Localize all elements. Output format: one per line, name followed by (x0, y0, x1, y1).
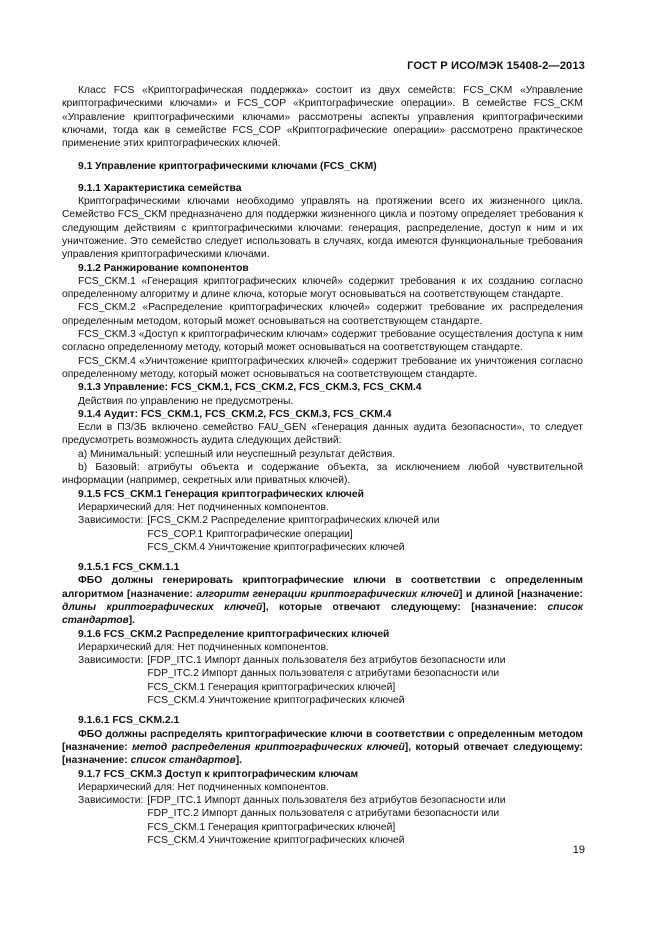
requirement-text: ] и длиной [назначение: (458, 588, 583, 600)
assignment-placeholder: список стандартов (130, 755, 236, 767)
dependency-item: FCS_CKM.1 Генерация криптографических ключей] (147, 681, 396, 693)
section-9-1-1-paragraph: Криптографическими ключами необходимо управлять на протяжении всего их жизненного цикла. Семейство FCS_CKM предназначено для поддержки жизненного цикла и поэтому определяет требования к следующим действиям с криптографическими ключами: генерация, распределение, доступ к ним и их уничтожение. Это семейство следует использовать в случаях, когда имеются функциональные требования управления криптографическими ключами. (62, 196, 583, 261)
dependency-item: [FDP_ITC.1 Импорт данных пользователя без атрибутов безопасности или (147, 655, 506, 667)
assignment-placeholder: список стандартов (62, 601, 583, 627)
requirement-text: ], который отвечает следующему: [назначение: (62, 741, 583, 767)
section-9-1-4-paragraph: Если в ПЗ/ЗБ включено семейство FAU_GEN «Генерация данных аудита безопасности», то следует предусмотреть возможность аудита следующих действий: (62, 422, 583, 447)
section-9-1-7-dependencies (62, 794, 583, 847)
dependency-item: [FDP_ITC.1 Импорт данных пользователя без атрибутов безопасности или (147, 795, 506, 807)
section-9-1-7-hierarchical: Иерархический для: Нет подчиненных компонентов. (78, 781, 329, 793)
assignment-placeholder: длины криптографических ключей (62, 601, 263, 613)
section-9-1-5-1-requirement (62, 574, 583, 627)
requirement-text: ФБО должны распределять криптографические ключи в соответствии с определенным методом [назначение: (62, 728, 583, 753)
page-body (62, 84, 583, 847)
dependencies-list (147, 514, 583, 554)
dependencies-label: Зависимости: (78, 655, 144, 667)
assignment-placeholder: метод распределения криптографических ключей (132, 741, 405, 753)
requirement-text: ]. (128, 615, 136, 627)
assignment-placeholder: алгоритм генерации криптографических ключей (196, 588, 459, 600)
section-9-1-4-item-a: a) Минимальный: успешный или неуспешный результат действия. (78, 448, 396, 460)
section-9-1-6-hierarchical: Иерархический для: Нет подчиненных компонентов. (78, 641, 329, 653)
section-9-1-4-item-b: b) Базовый: атрибуты объекта и содержание объекта, за исключением любой чувствительной информации (например, секретных или приватных ключей). (62, 462, 583, 487)
dependency-item: FCS_CKM.4 Уничтожение криптографических ключей (147, 695, 405, 707)
section-9-1-6-1-title: 9.1.6.1 FCS_CKM.2.1 (78, 715, 180, 727)
section-9-1-2-paragraph-2: FCS_CKM.2 «Распределение криптографических ключей» содержит требование их распределения определенным методом, который может основываться на соответствующем стандарте. (62, 302, 583, 327)
dependencies-label: Зависимости: (78, 795, 144, 807)
dependencies-list (147, 654, 583, 707)
section-9-1-2-paragraph-4: FCS_CKM.4 «Уничтожение криптографических ключей» содержит требование их уничтожения согласно определенному методу, который может основываться на соответствующем стандарте. (62, 355, 583, 380)
section-9-1-6-dependencies (62, 654, 583, 707)
section-9-1-1-title: 9.1.1 Характеристика семейства (78, 182, 242, 194)
section-9-1-2-paragraph-3: FCS_CKM.3 «Доступ к криптографическим ключам» содержит требование осуществления доступа к ним согласно определенному методу, который может основываться на соответствующем стандарте. (62, 329, 583, 354)
section-9-1-title: 9.1 Управление криптографическими ключами (FCS_CKM) (78, 161, 377, 173)
section-9-1-5-1-title: 9.1.5.1 FCS_CKM.1.1 (78, 562, 180, 574)
section-9-1-3-title: 9.1.3 Управление: FCS_CKM.1, FCS_CKM.2, FCS_CKM.3, FCS_CKM.4 (78, 382, 422, 394)
section-9-1-5-dependencies (62, 514, 583, 554)
dependency-item: FCS_CKM.1 Генерация криптографических ключей] (147, 821, 396, 833)
dependencies-list (147, 794, 583, 847)
dependencies-label: Зависимости: (78, 515, 144, 527)
section-9-1-5-title: 9.1.5 FCS_CKM.1 Генерация криптографических ключей (78, 488, 364, 500)
dependency-item: FDP_ITC.2 Импорт данных пользователя с атрибутами безопасности или (147, 668, 500, 680)
section-9-1-6-title: 9.1.6 FCS_CKM.2 Распределение криптографических ключей (78, 628, 390, 640)
section-9-1-2-paragraph-1: FCS_CKM.1 «Генерация криптографических ключей» содержит требования к их созданию согласно определенному алгоритму и длине ключа, которые могут основываться на соответствующем стандарте. (62, 275, 583, 301)
requirement-text: ], которые отвечают следующему: [назначение: (262, 601, 548, 613)
dependency-item: FCS_CKM.4 Уничтожение криптографических ключей (147, 541, 405, 553)
dependency-item: FCS_COP.1 Криптографические операции] (147, 528, 353, 540)
section-9-1-6-1-requirement (62, 728, 583, 768)
requirement-text: ]. (235, 755, 243, 767)
section-9-1-3-paragraph: Действия по управлению не предусмотрены. (78, 395, 294, 407)
dependency-item: [FCS_CKM.2 Распределение криптографических ключей или (147, 515, 440, 527)
page-number: 19 (572, 844, 585, 856)
section-9-1-4-title: 9.1.4 Аудит: FCS_CKM.1, FCS_CKM.2, FCS_CKM.3, FCS_CKM.4 (78, 408, 392, 420)
section-9-1-2-title: 9.1.2 Ранжирование компонентов (78, 262, 249, 274)
document-id-header: ГОСТ Р ИСО/МЭК 15408-2—2013 (407, 60, 585, 72)
dependency-item: FDP_ITC.2 Импорт данных пользователя с атрибутами безопасности или (147, 808, 500, 820)
section-9-1-5-hierarchical: Иерархический для: Нет подчиненных компонентов. (78, 501, 329, 513)
intro-paragraph: Класс FCS «Криптографическая поддержка» состоит из двух семейств: FCS_CKM «Управление криптографическими ключами» и FCS_COP «Криптографические операции». В семействе FCS_CKM «Управление криптографическими ключами» рассмотрены аспекты управления криптографическими ключами, тогда как в семействе FCS_COP «Криптографические операции» рассмотрено практическое применение этих криптографических ключей. (62, 85, 583, 150)
section-9-1-7-title: 9.1.7 FCS_CKM.3 Доступ к криптографическим ключам (78, 768, 359, 780)
dependency-item: FCS_CKM.4 Уничтожение криптографических ключей (147, 835, 405, 847)
requirement-text: ФБО должны генерировать криптографические ключи в соответствии с определенным алгоритмом [назначение: (62, 575, 583, 600)
